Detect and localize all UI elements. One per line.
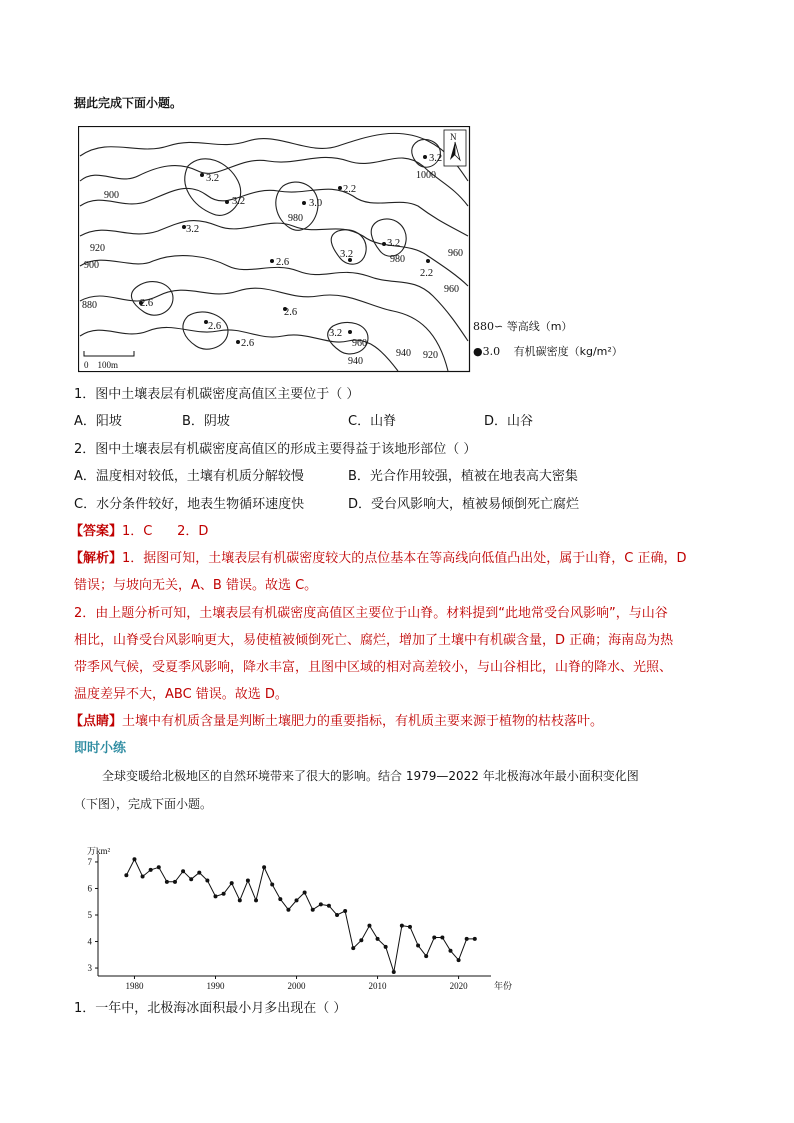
contour-label: 900 [104, 190, 119, 201]
data-point [278, 897, 282, 901]
data-point [400, 924, 404, 928]
tip-text: 土壤中有机质含量是判断土壤肥力的重要指标，有机质主要来源于植物的枯枝落叶。 [122, 714, 604, 729]
point-value: 2.6 [276, 257, 290, 268]
data-point [149, 868, 153, 872]
answer-text: 1．C 2．D [122, 524, 209, 539]
data-point [465, 937, 469, 941]
q1-option-a: A．阳坡 [74, 414, 122, 429]
data-point [205, 879, 209, 883]
data-point [157, 865, 161, 869]
data-point [254, 898, 258, 902]
data-point [367, 924, 371, 928]
contour-map [78, 126, 478, 376]
y-tick-label: 3 [87, 963, 92, 974]
point-value: 2.6 [284, 307, 298, 318]
data-point [343, 909, 347, 913]
contour-label: 880 [82, 300, 97, 311]
x-tick-label: 1980 [125, 981, 144, 991]
scale-bar [80, 344, 140, 371]
data-point [238, 898, 242, 902]
analysis-text-6: 温度差异不大，ABC 错误。故选 D。 [74, 687, 288, 702]
y-tick-label: 4 [87, 936, 92, 947]
q1-stem: 1．图中土壤表层有机碳密度高值区主要位于（ ） [74, 387, 360, 402]
q1-option-b: B．阴坡 [182, 414, 230, 429]
analysis-text-2: 错误；与坡向无关，A、B 错误。故选 C。 [74, 578, 318, 593]
data-point [286, 908, 290, 912]
q2-option-a: A．温度相对较低，土壤有机质分解较慢 [74, 469, 304, 484]
y-tick-label: 7 [87, 856, 92, 867]
north-label: N [450, 132, 457, 142]
contour-label: 960 [444, 284, 459, 295]
contour-label: 940 [348, 356, 363, 367]
contour-label: 900 [84, 260, 99, 271]
x-tick-label: 2010 [368, 981, 387, 991]
data-point [303, 890, 307, 894]
practice-heading: 即时小练 [74, 741, 127, 756]
x-tick-label: 2020 [449, 981, 468, 991]
analysis-text-1: 1．据图可知，土壤表层有机碳密度较大的点位基本在等高线向低值凸出处，属于山脊，C 正确，D [122, 551, 687, 566]
point-value: 2.2 [343, 184, 357, 195]
legend-contour-label: 等高线（m） [506, 320, 573, 333]
contour-label: 980 [390, 254, 405, 265]
analysis-label: 【解析】 [70, 551, 123, 566]
scale-label: 0 100m [84, 360, 119, 370]
legend-contour [473, 318, 623, 338]
contour-label: 980 [288, 213, 303, 224]
north-arrow [444, 130, 466, 166]
point-value: 3.2 [429, 153, 443, 164]
data-point [213, 894, 217, 898]
data-point [132, 857, 136, 861]
point-value: 3.2 [387, 238, 401, 249]
data-point [408, 925, 412, 929]
data-point [416, 944, 420, 948]
y-axis-unit: 万km² [87, 846, 111, 856]
data-point [432, 936, 436, 940]
q2-option-b: B．光合作用较强，植被在地表高大密集 [348, 469, 578, 484]
data-point [181, 869, 185, 873]
answer-label: 【答案】 [70, 524, 123, 539]
legend-point [473, 343, 623, 363]
point-value: 3.2 [340, 249, 354, 260]
legend-point-label: 有机碳密度（kg/m²） [513, 345, 623, 358]
data-point [141, 875, 145, 879]
data-point [335, 913, 339, 917]
point-value: 2.2 [420, 268, 434, 279]
data-point [173, 880, 177, 884]
q2-stem: 2．图中土壤表层有机碳密度高值区的形成主要得益于该地形部位（ ） [74, 442, 477, 457]
contour-label: 960 [352, 338, 367, 349]
data-point [376, 937, 380, 941]
data-point [384, 945, 388, 949]
data-point [473, 937, 477, 941]
tip-label: 【点睛】 [70, 714, 123, 729]
tip-line [70, 711, 603, 733]
point-value: 2.6 [241, 338, 255, 349]
data-point [189, 877, 193, 881]
data-point [124, 873, 128, 877]
data-point [392, 970, 396, 974]
sea-ice-chart [78, 842, 528, 992]
x-tick-label: 1990 [206, 981, 225, 991]
analysis-text-4: 相比，山脊受台风影响更大，易使植被倾倒死亡、腐烂，增加了土壤中有机碳含量，D 正确；海南岛为热 [74, 633, 674, 648]
q1-option-c: C．山脊 [348, 414, 397, 429]
point-value: 2.6 [208, 321, 222, 332]
contour-label: 960 [448, 248, 463, 259]
y-tick-label: 5 [87, 910, 92, 920]
sea-ice-series-line [126, 859, 474, 972]
contour-lines [80, 133, 468, 371]
contour-label: 920 [90, 243, 105, 254]
data-point [222, 892, 226, 896]
analysis-line-1 [70, 548, 687, 570]
y-tick-label: 6 [87, 883, 92, 894]
x-axis-label: 年份 [494, 981, 513, 991]
data-point [295, 898, 299, 902]
data-point [230, 881, 234, 885]
data-point [246, 879, 250, 883]
data-point [457, 958, 461, 962]
data-point [327, 904, 331, 908]
point-value: 2.6 [140, 298, 154, 309]
data-point [351, 946, 355, 950]
q1-option-d: D．山谷 [484, 414, 534, 429]
point-value: 3.0 [309, 198, 323, 209]
point-value: 3.2 [186, 224, 200, 235]
data-point [165, 880, 169, 884]
point-value: 3.2 [232, 196, 246, 207]
contour-label: 920 [423, 350, 438, 361]
point-value: 3.2 [206, 173, 220, 184]
data-point [359, 938, 363, 942]
contour-label: 940 [396, 348, 411, 359]
data-point [270, 883, 274, 887]
data-point [319, 902, 323, 906]
data-point [440, 936, 444, 940]
point-value: 3.2 [329, 328, 343, 339]
q2-option-c: C．水分条件较好，地表生物循环速度快 [74, 497, 305, 512]
legend-contour-mark: ∽ [494, 320, 507, 333]
x-tick-label: 2000 [287, 981, 306, 991]
data-point [197, 871, 201, 875]
legend-point-sample: 3.0 [482, 345, 501, 358]
intro-text: 据此完成下面小题。 [74, 96, 183, 110]
data-point [262, 865, 266, 869]
answer-line [70, 521, 208, 543]
data-point [424, 954, 428, 958]
practice-intro-1: 全球变暖给北极地区的自然环境带来了很大的影响。结合 1979—2022 年北极海冰年最小面积变化图 [102, 769, 639, 783]
q2-option-d: D．受台风影响大，植被易倾倒死亡腐烂 [348, 497, 580, 512]
map-legend [473, 318, 623, 363]
data-point [311, 908, 315, 912]
analysis-text-3: 2．由上题分析可知，土壤表层有机碳密度高值区主要位于山脊。材料提到“此地常受台风影响”，与山谷 [74, 606, 668, 621]
legend-dot-icon: ● [473, 345, 483, 358]
contour-label: 1000 [416, 170, 436, 181]
practice-intro-2: （下图），完成下面小题。 [74, 797, 213, 811]
data-point [448, 949, 452, 953]
analysis-text-5: 带季风气候，受夏季风影响，降水丰富，且图中区域的相对高差较小，与山谷相比，山脊的降水、光照、 [74, 660, 673, 675]
q3-stem: 1．一年中，北极海冰面积最小月多出现在（ ） [74, 1001, 347, 1016]
legend-contour-sample: 880 [473, 320, 494, 333]
